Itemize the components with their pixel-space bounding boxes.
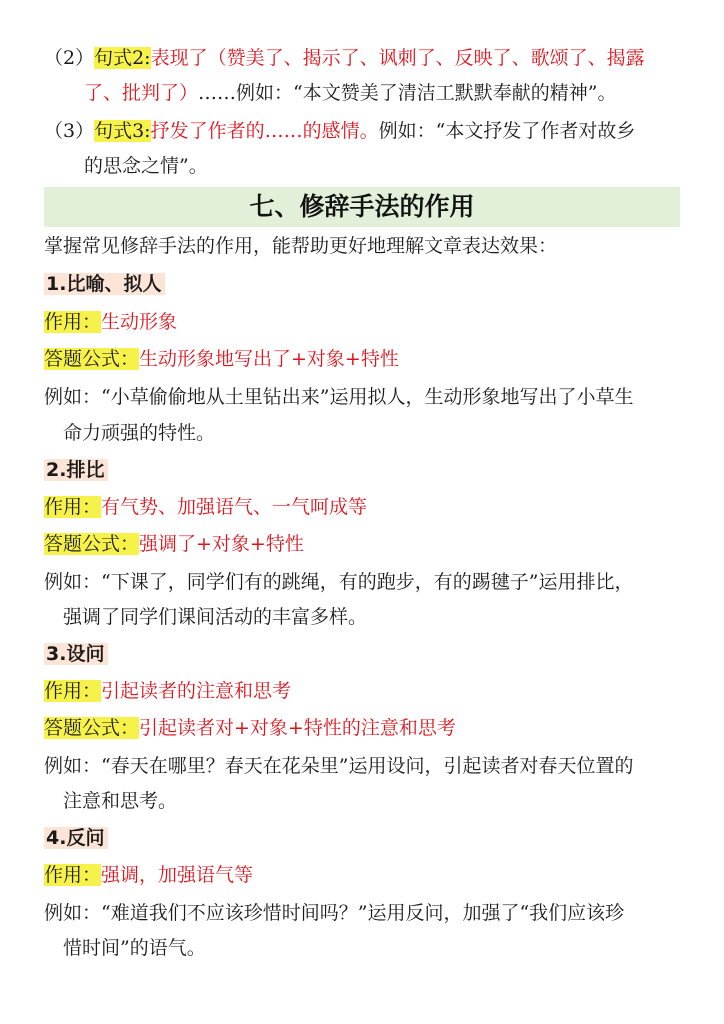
pattern-example-cont: 的思念之情”。 bbox=[84, 155, 208, 177]
formula-label: 答题公式： bbox=[44, 717, 140, 739]
pattern-formula-cont: 了、批判了） bbox=[84, 82, 199, 104]
technique-heading: 4.反问 bbox=[44, 825, 108, 851]
effect-label: 作用： bbox=[44, 864, 102, 886]
example-text-cont: 命力顽强的特性。 bbox=[63, 422, 216, 444]
pattern-formula: 抒发了作者的……的感情。 bbox=[150, 120, 379, 142]
section-title: 七、修辞手法的作用 bbox=[44, 187, 680, 227]
example-row bbox=[44, 384, 633, 410]
example-row bbox=[44, 900, 624, 926]
intro-text: 掌握常见修辞手法的作用，能帮助更好地理解文章表达效果： bbox=[44, 235, 558, 257]
effect-label: 作用： bbox=[44, 680, 102, 702]
example-text: “难道我们不应该珍惜时间吗？”运用反问，加强了“我们应该珍 bbox=[101, 902, 625, 924]
example-row bbox=[44, 569, 633, 595]
example-label: 例如： bbox=[44, 386, 102, 408]
item3-line1 bbox=[44, 118, 635, 144]
example-text-cont: 强调了同学们课间活动的丰富多样。 bbox=[63, 606, 368, 628]
formula-label: 答题公式： bbox=[44, 348, 140, 370]
item3-line2 bbox=[84, 153, 208, 179]
example-text-cont: 惜时间”的语气。 bbox=[63, 937, 206, 959]
formula-value: 引起读者对+对象+特性的注意和思考 bbox=[139, 717, 456, 739]
example-text: “下课了，同学们有的跳绳，有的跑步，有的踢毽子”运用排比， bbox=[101, 571, 634, 593]
example-text: “春天在哪里？春天在花朵里”运用设问，引起读者对春天位置的 bbox=[101, 755, 634, 777]
effect-value: 引起读者的注意和思考 bbox=[101, 680, 292, 702]
formula-row bbox=[44, 531, 304, 557]
formula-row bbox=[44, 346, 399, 372]
effect-value: 生动形象 bbox=[101, 311, 178, 333]
item2-line1 bbox=[44, 45, 645, 71]
example-label: 例如： bbox=[44, 571, 102, 593]
pattern-example: ……例如：“本文赞美了清洁工默默奉献的精神”。 bbox=[198, 82, 617, 104]
example-label: 例如： bbox=[44, 755, 102, 777]
effect-value: 有气势、加强语气、一气呵成等 bbox=[101, 496, 368, 518]
item-number: （3） bbox=[44, 120, 95, 142]
pattern-label: 句式3: bbox=[94, 120, 151, 142]
technique-heading: 1.比喻、拟人 bbox=[44, 271, 165, 297]
formula-value: 生动形象地写出了+对象+特性 bbox=[139, 348, 399, 370]
effect-row bbox=[44, 309, 177, 335]
example-row bbox=[44, 753, 633, 779]
effect-row bbox=[44, 862, 253, 888]
formula-label: 答题公式： bbox=[44, 533, 140, 555]
example-text: “小草偷偷地从土里钻出来”运用拟人，生动形象地写出了小草生 bbox=[101, 386, 634, 408]
item2-line2 bbox=[84, 80, 616, 106]
effect-row bbox=[44, 494, 367, 520]
pattern-example: 例如：“本文抒发了作者对故乡 bbox=[378, 120, 636, 142]
technique-heading: 3.设问 bbox=[44, 641, 108, 667]
formula-row bbox=[44, 715, 456, 741]
example-label: 例如： bbox=[44, 902, 102, 924]
effect-label: 作用： bbox=[44, 496, 102, 518]
technique-heading: 2.排比 bbox=[44, 457, 108, 483]
item-number: （2） bbox=[44, 47, 95, 69]
formula-value: 强调了+对象+特性 bbox=[139, 533, 304, 555]
effect-value: 强调，加强语气等 bbox=[101, 864, 254, 886]
effect-row bbox=[44, 678, 291, 704]
pattern-formula: 表现了（赞美了、揭示了、讽刺了、反映了、歌颂了、揭露 bbox=[150, 47, 645, 69]
effect-label: 作用： bbox=[44, 311, 102, 333]
pattern-label: 句式2: bbox=[94, 47, 151, 69]
example-text-cont: 注意和思考。 bbox=[63, 790, 178, 812]
